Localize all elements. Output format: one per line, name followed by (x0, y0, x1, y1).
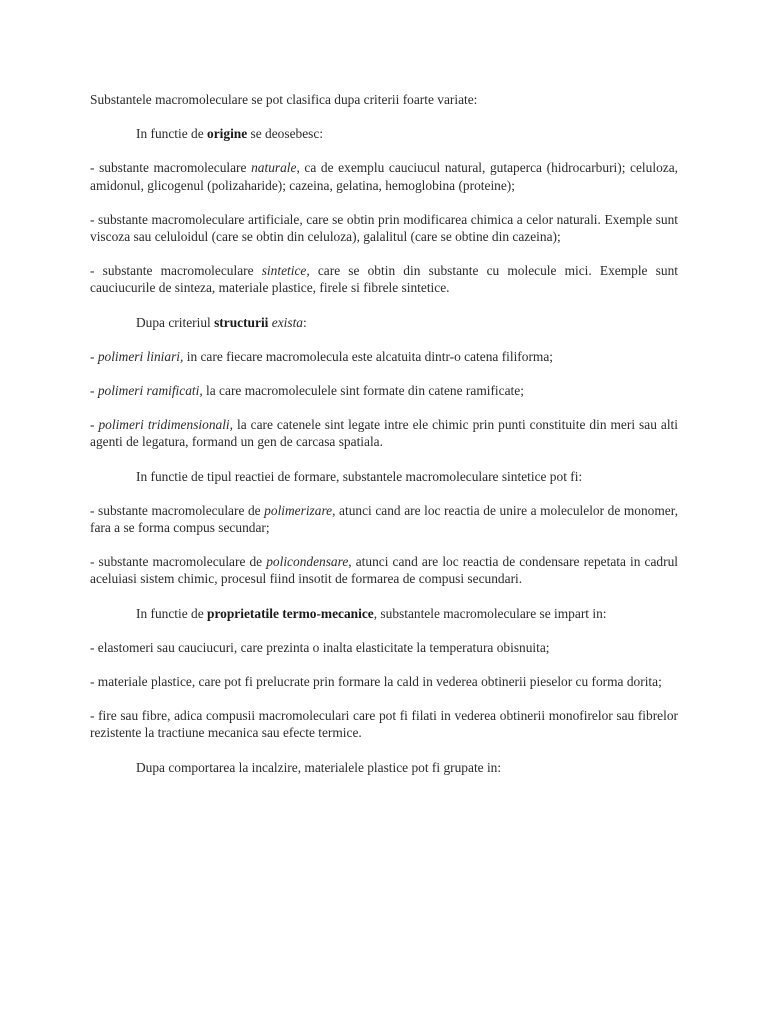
text-run: - substante macromoleculare (90, 263, 262, 279)
bold-text: proprietatile termo-mecanice (207, 605, 374, 621)
paragraph (90, 468, 678, 485)
document-body (90, 91, 678, 793)
text-run: , atunci cand are loc reactia de condensare repetata in cadrul aceluiasi sistem chimic, procesul fiind insotit de formarea de compusi secundari. (90, 554, 678, 587)
text-run: - (90, 348, 98, 364)
text-run: In functie de (136, 605, 208, 621)
paragraph (90, 502, 678, 536)
italic-text: polimeri ramificati, (97, 383, 203, 399)
paragraph (90, 673, 678, 690)
paragraph (90, 91, 678, 108)
paragraph (90, 382, 678, 399)
text-run: - substante macromoleculare artificiale (90, 211, 300, 227)
italic-text: polimeri tridimensionali, (98, 417, 233, 433)
text-run: la care macromoleculele sint formate din catene ramificate; (202, 383, 524, 399)
italic-text: sintetice, (261, 263, 310, 279)
text-run: , ca de exemplu cauciucul natural, gutaperca (hidrocarburi); celuloza, amidonul, glicogenul (polizaharide); cazeina, gelatina, hemoglobina (proteine); (90, 160, 678, 193)
paragraph (90, 707, 678, 741)
text-run: - substante macromoleculare de (90, 554, 267, 570)
bold-text: structurii (214, 314, 269, 330)
text-run: se deosebesc: (247, 126, 324, 142)
paragraph (90, 759, 678, 776)
paragraph (90, 125, 678, 142)
bold-text: origine (207, 126, 248, 142)
paragraph (90, 348, 678, 365)
text-run: , atunci cand are loc reactia de unire a moleculelor de monomer, fara a se forma compus secundar; (90, 502, 678, 536)
italic-text: polimeri liniari, (97, 348, 184, 364)
italic-text: naturale (251, 160, 297, 176)
text-run: - substante macromoleculare (90, 160, 252, 176)
paragraph (90, 159, 678, 193)
text-run: - elastomeri sau cauciucuri, care prezinta o inalta elasticitate la temperatura obisnuita; (90, 639, 550, 655)
italic-text: policondensare (266, 554, 349, 570)
text-run: - fire sau fibre, adica compusii macromoleculari care pot fi filati in vederea obtinerii monofirelor sau fibrelor rezistente la tractiune mecanica sau efecte termice. (90, 708, 678, 741)
text-run: Dupa criteriul (136, 314, 215, 330)
italic-text: , (299, 211, 303, 227)
paragraph (90, 553, 678, 587)
paragraph (90, 262, 678, 296)
text-run: - (90, 417, 99, 433)
text-run: - materiale plastice, care pot fi prelucrate prin formare la cald in vederea obtinerii pieselor cu forma dorita; (90, 674, 662, 690)
text-run: , substantele macromoleculare se impart in: (373, 605, 607, 621)
text-run: In functie de tipul reactiei de formare, substantele macromoleculare sintetice pot fi: (136, 468, 583, 484)
text-run: la care catenele sint legate intre ele chimic prin punti constituite din meri sau alti agenti de legatura, formand un gen de carcasa spatiala. (90, 417, 678, 450)
paragraph (90, 605, 678, 622)
text-run: in care fiecare macromolecula este alcatuita dintr-o catena filiforma; (183, 348, 554, 364)
italic-text: polimerizare (264, 502, 333, 518)
paragraph (90, 211, 678, 245)
text-run: Dupa comportarea la incalzire, materialele plastice pot fi grupate in: (136, 759, 502, 775)
text-run: care se obtin din substante cu molecule mici. Exemple sunt cauciucurile de sinteza, materiale plastice, firele si fibrele sintetice. (90, 263, 678, 296)
text-run: : (302, 314, 307, 330)
text-run: In functie de (136, 126, 208, 142)
paragraph (90, 314, 678, 331)
italic-text: exista (271, 314, 303, 330)
text-run: - (90, 383, 98, 399)
text-run: care se obtin prin modificarea chimica a celor naturali. Exemple sunt viscoza sau celuloidul (care se obtin din celuloza), galalitul (care se obtine din cazeina); (90, 211, 678, 245)
text-run: - substante macromoleculare de (90, 502, 265, 518)
paragraph (90, 639, 678, 656)
text-run: Substantele macromoleculare se pot clasifica dupa criterii foarte variate: (90, 92, 478, 107)
paragraph (90, 416, 678, 450)
